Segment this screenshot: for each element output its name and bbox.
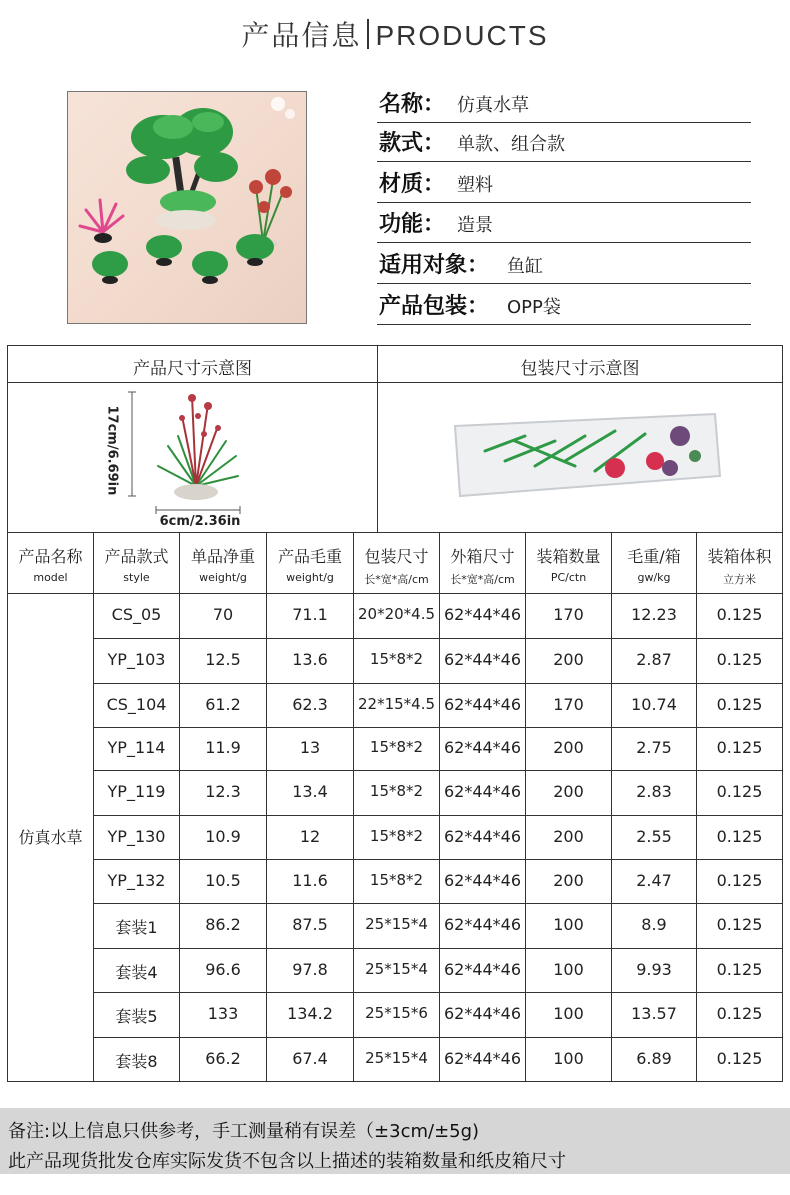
info-row-function <box>377 204 751 243</box>
info-value: 仿真水草 <box>457 95 529 116</box>
info-label: 名称： <box>379 92 446 117</box>
cell-gross-weight: 13.4 <box>292 782 328 801</box>
cell-carton-gw: 10.74 <box>631 695 677 714</box>
product-size-diagram <box>104 386 278 531</box>
product-size-title: 产品尺寸示意图 <box>133 359 252 379</box>
cell-style: 套装1 <box>115 918 158 937</box>
cell-style: YP_132 <box>107 871 166 890</box>
header-carton-qty: 装箱数量 PC/ctn <box>536 547 601 584</box>
cell-carton-volume: 0.125 <box>716 650 763 669</box>
cell-gross-weight: 87.5 <box>292 915 328 934</box>
cell-style: YP_103 <box>107 650 166 669</box>
cell-carton-qty: 200 <box>553 782 584 801</box>
cell-gross-weight: 12 <box>299 827 321 846</box>
product-photo <box>67 91 307 324</box>
info-row-name <box>377 84 751 123</box>
cell-carton-size: 62*44*46 <box>443 605 522 624</box>
cell-carton-gw: 2.75 <box>636 738 672 757</box>
cell-gross-weight: 97.8 <box>292 960 328 979</box>
info-label: 功能： <box>379 212 446 237</box>
cell-style: 套装5 <box>115 1007 158 1026</box>
cell-carton-qty: 200 <box>553 650 584 669</box>
cell-style: 套装8 <box>115 1052 158 1071</box>
cell-carton-volume: 0.125 <box>716 871 763 890</box>
cell-gross-weight: 71.1 <box>292 605 328 624</box>
cell-net-weight: 96.6 <box>205 960 241 979</box>
cell-package-size: 20*20*4.5 <box>357 605 436 623</box>
info-label: 材质： <box>379 172 446 197</box>
cell-carton-volume: 0.125 <box>716 915 763 934</box>
cell-carton-size: 62*44*46 <box>443 915 522 934</box>
package-size-diagram <box>445 406 725 501</box>
cell-carton-size: 62*44*46 <box>443 1049 522 1068</box>
header-net-weight: 单品净重 weight/g <box>190 547 255 584</box>
cell-package-size: 22*15*4.5 <box>357 695 436 713</box>
cell-carton-gw: 9.93 <box>636 960 672 979</box>
cell-carton-qty: 170 <box>553 605 584 624</box>
package-size-title: 包装尺寸示意图 <box>520 359 640 379</box>
cell-carton-gw: 2.55 <box>636 827 672 846</box>
spec-table <box>7 345 783 1082</box>
cell-net-weight: 61.2 <box>205 695 241 714</box>
cell-carton-volume: 0.125 <box>716 1049 763 1068</box>
cell-gross-weight: 13.6 <box>292 650 328 669</box>
cell-carton-volume: 0.125 <box>716 605 763 624</box>
cell-carton-gw: 6.89 <box>636 1049 672 1068</box>
cell-carton-size: 62*44*46 <box>443 1004 522 1023</box>
cell-carton-volume: 0.125 <box>716 827 763 846</box>
cell-net-weight: 66.2 <box>205 1049 241 1068</box>
header-package-size: 包装尺寸 长*宽*高/cm <box>364 547 429 586</box>
cell-net-weight: 70 <box>212 605 234 624</box>
cell-gross-weight: 67.4 <box>292 1049 328 1068</box>
cell-carton-volume: 0.125 <box>716 695 763 714</box>
cell-carton-volume: 0.125 <box>716 738 763 757</box>
cell-carton-gw: 13.57 <box>631 1004 677 1023</box>
cell-gross-weight: 13 <box>299 738 321 757</box>
header-style: 产品款式 style <box>104 547 169 584</box>
cell-style: CS_05 <box>111 605 162 624</box>
info-label: 产品包装： <box>379 294 490 319</box>
cell-style: YP_114 <box>107 738 166 757</box>
cell-style: YP_119 <box>107 782 166 801</box>
cell-package-size: 25*15*4 <box>365 915 428 933</box>
cell-carton-qty: 170 <box>553 695 584 714</box>
info-value: 塑料 <box>457 175 493 196</box>
info-value: 单款、组合款 <box>457 134 565 155</box>
cell-carton-gw: 12.23 <box>631 605 677 624</box>
header-carton-size: 外箱尺寸 长*宽*高/cm <box>450 547 515 586</box>
cell-style: YP_130 <box>107 827 166 846</box>
cell-package-size: 15*8*2 <box>369 871 424 889</box>
cell-gross-weight: 62.3 <box>292 695 328 714</box>
height-label: 17cm/6.69in <box>104 405 120 496</box>
cell-net-weight: 86.2 <box>205 915 241 934</box>
page-title <box>0 14 790 54</box>
cell-carton-size: 62*44*46 <box>443 782 522 801</box>
info-row-material <box>377 164 751 203</box>
info-value: 造景 <box>457 215 493 236</box>
cell-carton-qty: 100 <box>553 960 584 979</box>
cell-gross-weight: 134.2 <box>287 1004 333 1023</box>
cell-package-size: 15*8*2 <box>369 738 424 756</box>
cell-carton-qty: 200 <box>553 871 584 890</box>
title-cn: 产品信息 <box>241 19 362 52</box>
cell-package-size: 15*8*2 <box>369 782 424 800</box>
cell-carton-gw: 2.83 <box>636 782 672 801</box>
cell-carton-volume: 0.125 <box>716 782 763 801</box>
cell-carton-size: 62*44*46 <box>443 871 522 890</box>
cell-style: CS_104 <box>106 695 167 714</box>
cell-carton-size: 62*44*46 <box>443 738 522 757</box>
header-gross-weight: 产品毛重 weight/g <box>277 547 342 584</box>
cell-carton-size: 62*44*46 <box>443 650 522 669</box>
width-label: 6cm/2.36in <box>159 514 241 529</box>
cell-net-weight: 12.3 <box>205 782 241 801</box>
cell-net-weight: 10.5 <box>205 871 241 890</box>
cell-net-weight: 12.5 <box>205 650 241 669</box>
cell-carton-size: 62*44*46 <box>443 695 522 714</box>
cell-carton-gw: 8.9 <box>641 915 667 934</box>
cell-package-size: 25*15*4 <box>365 1049 428 1067</box>
note-line-2: 此产品现货批发仓库实际发货不包含以上描述的装箱数量和纸皮箱尺寸 <box>8 1151 566 1172</box>
cell-gross-weight: 11.6 <box>292 871 328 890</box>
product-name-cell: 仿真水草 <box>18 828 83 847</box>
cell-package-size: 15*8*2 <box>369 650 424 668</box>
cell-package-size: 25*15*6 <box>365 1004 428 1022</box>
header-carton-gw: 毛重/箱 gw/kg <box>627 547 681 584</box>
cell-carton-size: 62*44*46 <box>443 827 522 846</box>
info-value: 鱼缸 <box>507 256 543 277</box>
info-row-target <box>377 245 751 284</box>
cell-package-size: 25*15*4 <box>365 960 428 978</box>
cell-carton-gw: 2.87 <box>636 650 672 669</box>
cell-carton-gw: 2.47 <box>636 871 672 890</box>
title-en: PRODUCTS <box>375 20 549 51</box>
info-value: OPP袋 <box>507 297 561 318</box>
cell-net-weight: 11.9 <box>205 738 241 757</box>
notes-box <box>0 1108 790 1174</box>
cell-carton-volume: 0.125 <box>716 960 763 979</box>
cell-carton-qty: 200 <box>553 827 584 846</box>
cell-package-size: 15*8*2 <box>369 827 424 845</box>
title-divider <box>367 19 369 49</box>
cell-net-weight: 10.9 <box>205 827 241 846</box>
info-row-package <box>377 286 751 325</box>
cell-carton-qty: 100 <box>553 1004 584 1023</box>
info-row-style <box>377 123 751 162</box>
header-model: 产品名称 model <box>18 547 83 584</box>
header-carton-volume: 装箱体积 立方米 <box>707 547 772 586</box>
cell-style: 套装4 <box>115 963 158 982</box>
cell-carton-volume: 0.125 <box>716 1004 763 1023</box>
note-line-1: 备注:以上信息只供参考，手工测量稍有误差（±3cm/±5g) <box>8 1121 480 1142</box>
cell-carton-size: 62*44*46 <box>443 960 522 979</box>
cell-carton-qty: 100 <box>553 915 584 934</box>
cell-carton-qty: 200 <box>553 738 584 757</box>
cell-net-weight: 133 <box>207 1004 239 1023</box>
info-label: 款式： <box>379 131 446 156</box>
info-label: 适用对象： <box>379 253 490 278</box>
cell-carton-qty: 100 <box>553 1049 584 1068</box>
